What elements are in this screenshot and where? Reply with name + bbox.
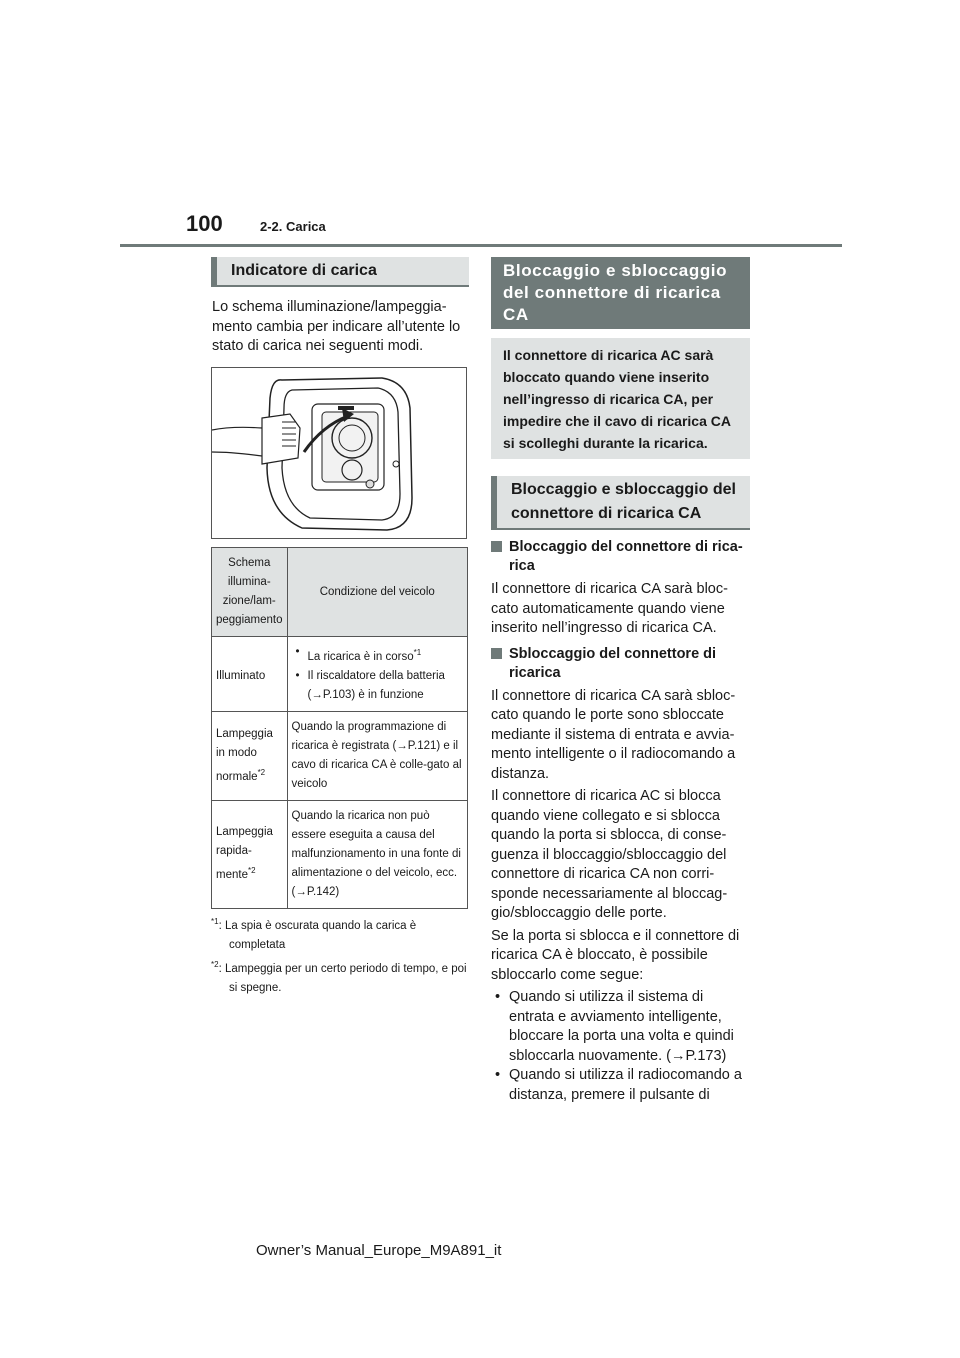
indicator-table <box>211 547 468 909</box>
page-number: 100 <box>186 211 223 236</box>
lock-section-heading-text: Bloccaggio e sbloccaggio del connettore di ricarica CA <box>503 261 728 324</box>
footnote: $^{*2}$: Lampeggia per un certo periodo di tempo, e poi si spegne. <box>211 959 467 994</box>
table-cell-pattern: Illuminato <box>212 637 288 712</box>
section-title: 2-2. Carica <box>260 219 326 234</box>
table-cell-pattern: Lampeggia in modo normale$^{*2}$ <box>212 711 288 800</box>
indicator-heading-text: Indicatore di carica <box>231 262 377 279</box>
lock-summary <box>491 338 750 459</box>
table-cell-condition: Quando la programmazione di ricarica è registrata (→P.121) e il cavo di ricarica CA è colle-gato al veicolo <box>287 711 468 800</box>
square-bullet-icon <box>491 541 502 552</box>
charging-port-drawing <box>212 368 466 538</box>
condition-bullet: • La ricarica è in corso$^{*1}$ <box>308 643 464 667</box>
footnote: $^{*1}$: La spia è oscurata quando la carica è completata <box>211 917 417 951</box>
table-cell-pattern: Lampeggia rapida-mente$^{*2}$ <box>212 800 288 908</box>
header-divider <box>120 244 842 247</box>
lock-summary-text: Il connettore di ricarica AC sarà bloccato quando viene inserito nell’ingresso di ricarica CA, per impedire che il cavo di ricarica CA si scolleghi durante la ricarica. <box>503 346 731 451</box>
lock-section-heading <box>491 257 750 329</box>
lock-body <box>491 538 750 1105</box>
table-footnotes <box>211 912 467 998</box>
indicator-heading <box>211 257 469 287</box>
table-cell-condition: Quando la ricarica non può essere eseguita a causa del malfunzionamento in una fonte di alimentazione o del veicolo, ecc. (→P.142) <box>287 800 468 908</box>
condition-bullet: • Il riscaldatore della batteria (→P.103) è in funzione <box>308 667 464 705</box>
list-item: • Quando si utilizza il radiocomando a distanza, premere il pulsante di <box>491 1066 750 1105</box>
lock-connector-title: Bloccaggio del connettore di rica-rica <box>491 538 750 576</box>
unlock-connector-text: Il connettore di ricarica CA sarà sbloc-cato quando le porte sono sbloccate mediante il sistema di entrata e avvia-mento intelligente o il radiocomando a distanza. <box>491 687 736 782</box>
lock-subheading <box>491 476 750 530</box>
table-header-row <box>212 548 468 637</box>
unlock-connector-text: Se la porta si sblocca e il connettore di ricarica CA è bloccato, è possibile sbloccarlo come segue: <box>491 927 740 983</box>
table-header-condition: Condizione del veicolo <box>287 548 468 637</box>
list-item: • Quando si utilizza il sistema di entrata e avviamento intelligente, bloccare la porta una volta e quindi sbloccarla nuovamente. (→P.173) <box>491 988 750 1066</box>
unlock-connector-text: Il connettore di ricarica AC si blocca quando viene collegato e si sblocca quando la porta si sblocca, di conse-guenza il bloccaggio/sbloccaggio del connettore di ricarica CA non corri-sponde necessariamente al bloccag-gio/sbloccaggio delle porte. <box>491 788 728 921</box>
table-row <box>212 637 468 712</box>
footer-text: Owner’s Manual_Europe_M9A891_it <box>256 1242 502 1259</box>
lock-connector-text: Il connettore di ricarica CA sarà bloc-cato automaticamente quando viene inserito nell’ingresso di ricarica CA. <box>491 581 728 636</box>
charging-port-illustration <box>211 367 467 539</box>
table-row <box>212 800 468 908</box>
unlock-connector-title: Sbloccaggio del connettore di ricarica <box>491 645 750 683</box>
square-bullet-icon <box>491 648 502 659</box>
table-header-pattern: Schema illumina-zione/lam-peggiamento <box>212 548 288 637</box>
lock-subheading-text: Bloccaggio e sbloccaggio del connettore di ricarica CA <box>511 481 736 522</box>
table-cell-condition <box>287 637 468 712</box>
indicator-intro: Lo schema illuminazione/lampeggia-mento cambia per indicare all’utente lo stato di carica nei seguenti modi. <box>212 299 461 354</box>
table-row <box>212 711 468 800</box>
